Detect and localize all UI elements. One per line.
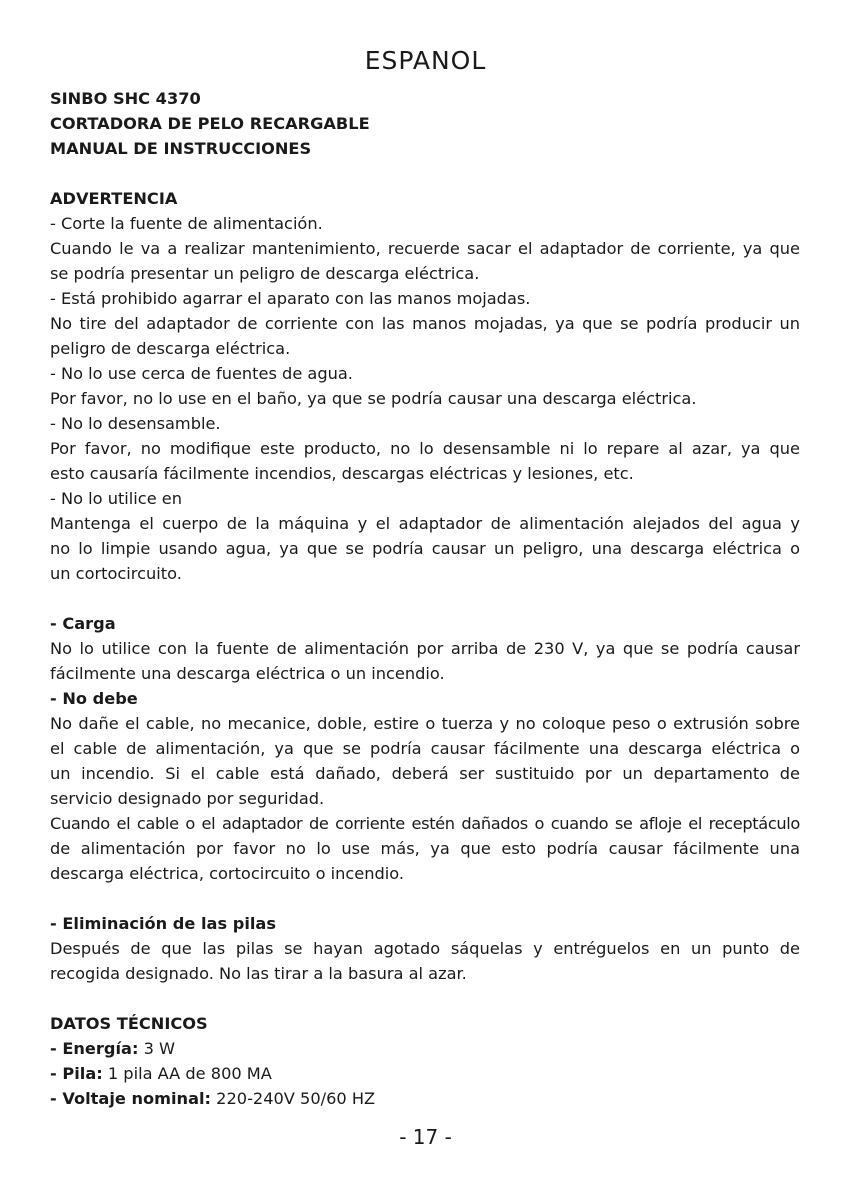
warning-line: No tire del adaptador de corriente con las manos mojadas, ya que se podría producir un bbox=[50, 314, 800, 333]
warning-line: no lo limpie usando agua, ya que se podría causar un peligro, una descarga eléctrica o bbox=[50, 539, 800, 558]
warning-line: Mantenga el cuerpo de la máquina y el adaptador de alimentación alejados del agua y bbox=[50, 514, 800, 533]
disposal-line: Después de que las pilas se hayan agotado sáquelas y entréguelos en un punto de bbox=[50, 939, 800, 958]
warning-line: peligro de descarga eléctrica. bbox=[50, 339, 291, 358]
warning-line: - No lo use cerca de fuentes de agua. bbox=[50, 364, 353, 383]
warning-line: un cortocircuito. bbox=[50, 564, 182, 583]
charge-heading: - Carga bbox=[50, 614, 116, 633]
spec-label: - Voltaje nominal: bbox=[50, 1089, 212, 1108]
page-number: - 17 - bbox=[399, 1125, 452, 1149]
spec-battery bbox=[50, 1061, 800, 1086]
must-not-line: el cable de alimentación, ya que se podría causar fácilmente una descarga eléctrica o bbox=[50, 739, 800, 758]
warning-line: Cuando le va a realizar mantenimiento, recuerde sacar el adaptador de corriente, ya que bbox=[50, 239, 800, 258]
warning-line: - Corte la fuente de alimentación. bbox=[50, 214, 323, 233]
product-name: CORTADORA DE PELO RECARGABLE bbox=[50, 114, 370, 133]
spec-label: - Energía: bbox=[50, 1039, 139, 1058]
warning-line: Por favor, no lo use en el baño, ya que se podría causar una descarga eléctrica. bbox=[50, 389, 697, 408]
must-not-line: Cuando el cable o el adaptador de corriente estén dañados o cuando se afloje el receptáculo bbox=[50, 814, 800, 833]
charge-line: No lo utilice con la fuente de alimentación por arriba de 230 V, ya que se podría causar bbox=[50, 639, 800, 658]
specs-heading: DATOS TÉCNICOS bbox=[50, 1014, 208, 1033]
warning-line: esto causaría fácilmente incendios, descargas eléctricas y lesiones, etc. bbox=[50, 464, 634, 483]
spec-value: 220-240V 50/60 HZ bbox=[211, 1089, 376, 1108]
spec-label: - Pila: bbox=[50, 1064, 103, 1083]
must-not-heading: - No debe bbox=[50, 689, 138, 708]
document-body bbox=[50, 86, 800, 1111]
model-name: SINBO SHC 4370 bbox=[50, 89, 201, 108]
charge-line: fácilmente una descarga eléctrica o un incendio. bbox=[50, 664, 445, 683]
must-not-line: descarga eléctrica, cortocircuito o incendio. bbox=[50, 864, 405, 883]
disposal-line: recogida designado. No las tirar a la basura al azar. bbox=[50, 964, 467, 983]
warning-line: Por favor, no modifique este producto, no lo desensamble ni lo repare al azar, ya que bbox=[50, 439, 800, 458]
warning-line: - No lo desensamble. bbox=[50, 414, 221, 433]
warning-heading: ADVERTENCIA bbox=[50, 189, 178, 208]
must-not-line: un incendio. Si el cable está dañado, deberá ser sustituido por un departamento de bbox=[50, 764, 800, 783]
spacer bbox=[50, 986, 800, 1011]
must-not-line: de alimentación por favor no lo use más, ya que esto podría causar fácilmente una bbox=[50, 839, 800, 858]
must-not-line: No dañe el cable, no mecanice, doble, estire o tuerza y no coloque peso o extrusión sobre bbox=[50, 714, 800, 733]
must-not-line: servicio designado por seguridad. bbox=[50, 789, 325, 808]
spec-value: 3 W bbox=[138, 1039, 176, 1058]
page-title: ESPANOL bbox=[364, 46, 487, 75]
warning-line: - No lo utilice en bbox=[50, 489, 183, 508]
disposal-heading: - Eliminación de las pilas bbox=[50, 914, 276, 933]
manual-title: MANUAL DE INSTRUCCIONES bbox=[50, 139, 312, 158]
spec-voltage bbox=[50, 1086, 800, 1111]
spacer bbox=[50, 161, 800, 186]
spec-energy bbox=[50, 1036, 800, 1061]
warning-line: se podría presentar un peligro de descarga eléctrica. bbox=[50, 264, 480, 283]
warning-line: - Está prohibido agarrar el aparato con las manos mojadas. bbox=[50, 289, 531, 308]
spacer bbox=[50, 886, 800, 911]
spec-value: 1 pila AA de 800 MA bbox=[102, 1064, 272, 1083]
spacer bbox=[50, 586, 800, 611]
